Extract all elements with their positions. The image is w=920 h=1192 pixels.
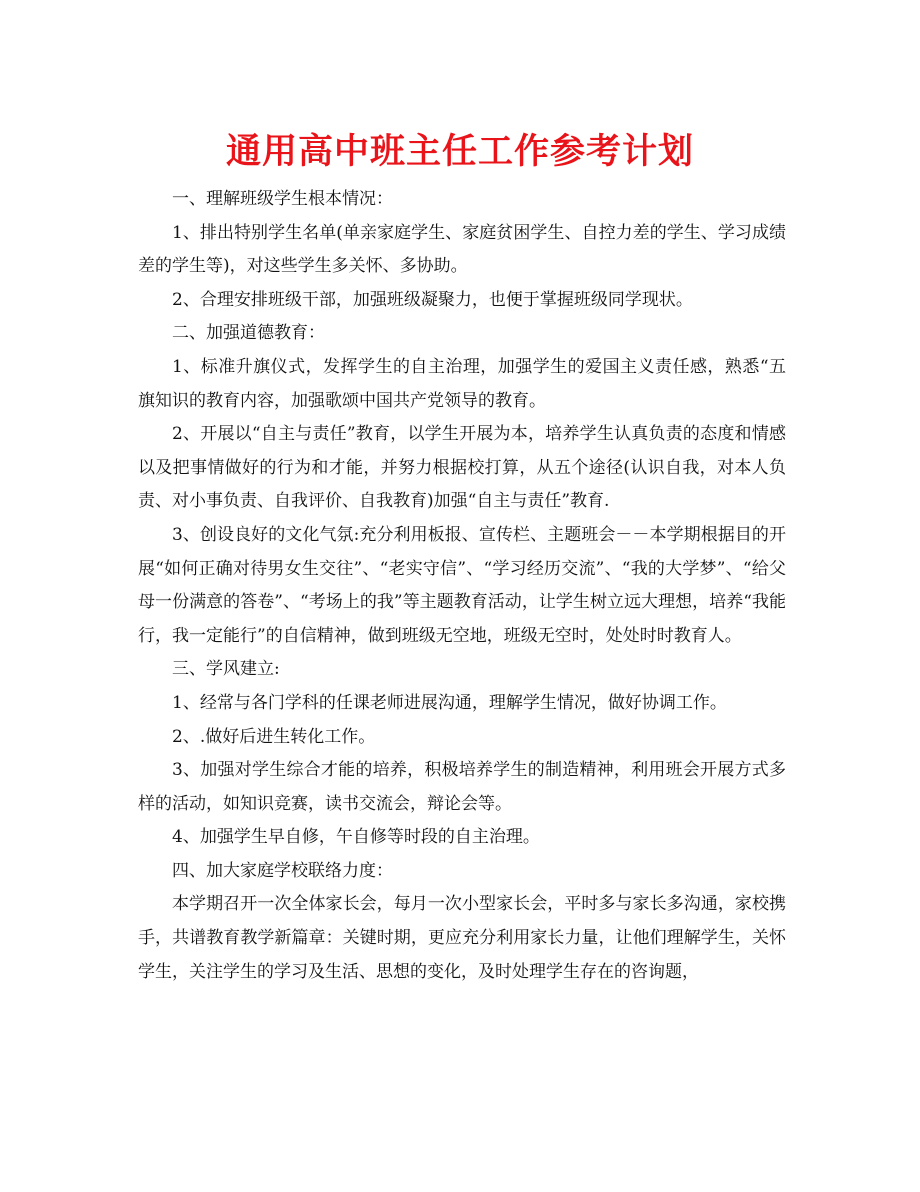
paragraph: 本学期召开一次全体家长会，每月一次小型家长会，平时多与家长多沟通，家校携手，共谱教育教学新篇章：关键时期，更应充分利用家长力量，让他们理解学生，关怀学生，关注学生的学习及生活、思想的变化，及时处理学生存在的咨询题， <box>138 894 786 982</box>
paragraph: 三、学风建立: <box>172 659 280 680</box>
paragraph: 1、经常与各门学科的任课老师进展沟通，理解学生情况，做好协调工作。 <box>172 692 727 713</box>
paragraph: 2、合理安排班级干部，加强班级凝聚力，也便于掌握班级同学现状。 <box>172 289 693 310</box>
document-title: 通用高中班主任工作参考计划 <box>225 132 694 172</box>
paragraph: 1、标准升旗仪式，发挥学生的自主治理，加强学生的爱国主义责任感，熟悉“五旗知识的教育内容，加强歌颂中国共产党领导的教育。 <box>138 356 786 411</box>
paragraph: 2、.做好后进生转化工作。 <box>172 726 376 747</box>
paragraph: 2、开展以“自主与责任”教育，以学生开展为本，培养学生认真负责的态度和情感以及把事情做好的行为和才能，并努力根据校打算，从五个途径(认识自我，对本人负责、对小事负责、自我评价、自我教育)加强“自主与责任”教育. <box>138 424 786 512</box>
paragraph: 3、创设良好的文化气氛:充分利用板报、宣传栏、主题班会－－本学期根据目的开展“如何正确对待男女生交往”、“老实守信”、“学习经历交流”、“我的大学梦”、“给父母一份满意的答卷”、“考场上的我”等主题教育活动，让学生树立远大理想，培养“我能行，我一定能行”的自信精神，做到班级无空地，班级无空时，处处时时教育人。 <box>138 524 786 646</box>
paragraph: 4、加强学生早自修，午自修等时段的自主治理。 <box>172 827 540 848</box>
paragraph: 1、排出特别学生名单(单亲家庭学生、家庭贫困学生、自控力差的学生、学习成绩差的学生等)，对这些学生多关怀、多协助。 <box>138 222 786 277</box>
paragraph: 一、理解班级学生根本情况： <box>172 189 393 209</box>
paragraph: 二、加强道德教育： <box>172 323 325 344</box>
paragraph: 3、加强对学生综合才能的培养，积极培养学生的制造精神，利用班会开展方式多样的活动，如知识竞赛，读书交流会，辩论会等。 <box>138 760 786 814</box>
document-body <box>138 183 786 989</box>
paragraph: 四、加大家庭学校联络力度： <box>172 860 393 881</box>
